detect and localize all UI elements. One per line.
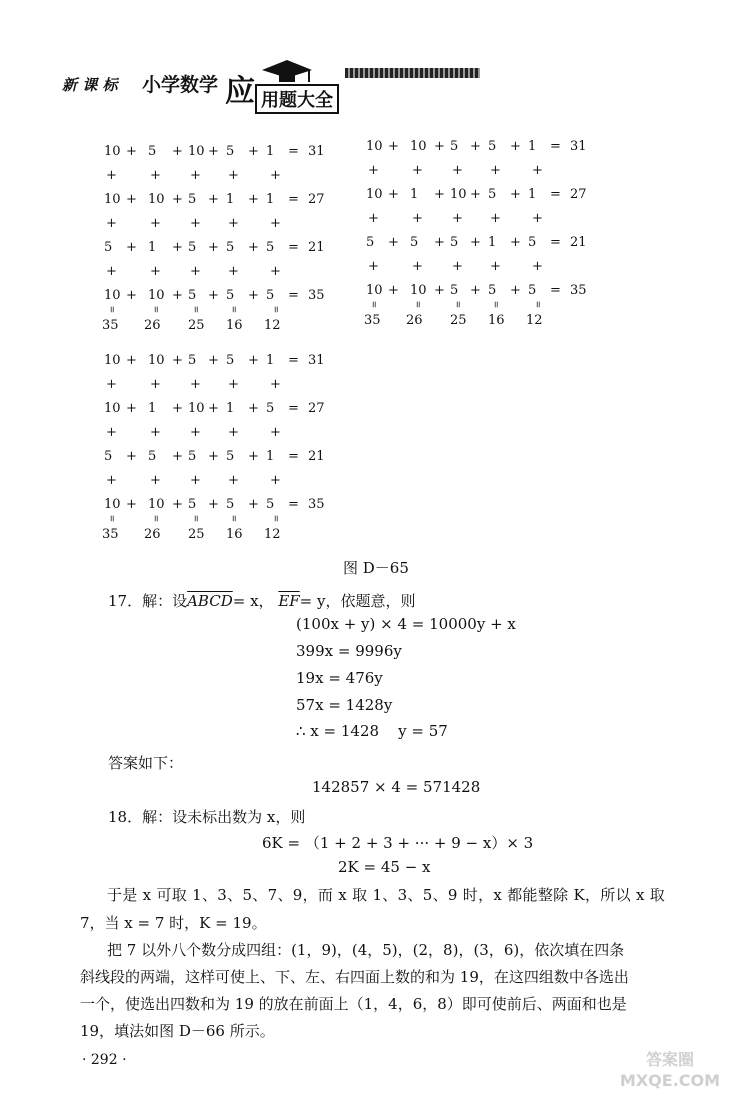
grid-plus: + (412, 259, 423, 274)
grid-cell: 1 (488, 235, 497, 250)
grid-cell: 10 (410, 283, 427, 298)
grid-equals: = (368, 300, 379, 309)
grid-plus: + (190, 264, 201, 279)
grid-cell: 5 (188, 240, 197, 255)
grid-cell: + (248, 192, 259, 207)
paragraph-1-line-2: 7，当 x = 7 时，K = 19。 (80, 914, 267, 932)
grid-cell: 5 (366, 235, 375, 250)
grid-equals: = (190, 305, 201, 314)
grid-cell: + (126, 449, 137, 464)
header-book-title: 用题大全 (255, 84, 339, 114)
grid-cell: 5 (188, 449, 197, 464)
header-subject: 小学数学 (142, 74, 219, 96)
grid-cell: + (470, 283, 481, 298)
problem-17-eq2: = y，依题意，则 (299, 592, 416, 610)
grid-cell: = (550, 235, 561, 250)
problem-18-eq-2: 2K = 45 − x (338, 858, 431, 876)
grid-plus: + (452, 163, 463, 178)
grid-cell: 10 (366, 187, 383, 202)
problem-17-intro (108, 590, 415, 611)
grid-plus: + (368, 163, 379, 178)
grid-cell: = (288, 240, 299, 255)
grid-cell: 31 (570, 139, 587, 154)
grid-plus: + (228, 264, 239, 279)
problem-18-intro: 18．解：设未标出数为 x，则 (108, 808, 306, 826)
grid-cell: 27 (570, 187, 587, 202)
header-stripe (345, 68, 480, 78)
grid-plus: + (270, 264, 281, 279)
grid-total: 25 (450, 313, 467, 328)
paragraph-2-line-4: 19，填法如图 D－66 所示。 (80, 1022, 275, 1040)
grid-cell: 10 (148, 288, 165, 303)
grid-equals: = (490, 300, 501, 309)
grid-plus: + (490, 211, 501, 226)
grid-equals: = (150, 305, 161, 314)
grid-cell: 1 (410, 187, 419, 202)
grid-plus: + (150, 377, 161, 392)
grid-cell: 1 (148, 240, 157, 255)
grid-plus: + (270, 168, 281, 183)
grid-cell: 1 (528, 187, 537, 202)
grid-plus: + (368, 259, 379, 274)
grid-cell: 5 (148, 449, 157, 464)
grid-cell: + (248, 144, 259, 159)
grid-cell: = (288, 192, 299, 207)
grid-cell: 5 (226, 240, 235, 255)
grid-plus: + (190, 473, 201, 488)
grid-plus: + (228, 377, 239, 392)
grid-cell: 1 (226, 192, 235, 207)
grid-cell: 10 (104, 401, 121, 416)
grid-cell: 5 (226, 288, 235, 303)
grid-cell: + (208, 353, 219, 368)
grid-plus: + (270, 216, 281, 231)
grid-cell: + (248, 401, 259, 416)
grid-plus: + (368, 211, 379, 226)
grid-cell: + (126, 497, 137, 512)
grid-cell: = (550, 139, 561, 154)
grid-cell: + (172, 353, 183, 368)
problem-17-label: 17．解：设 (108, 592, 188, 610)
figure-caption: 图 D－65 (343, 559, 409, 577)
grid-plus: + (150, 216, 161, 231)
grid-plus: + (150, 425, 161, 440)
grid-plus: + (532, 259, 543, 274)
running-header (62, 62, 482, 122)
grid-plus: + (270, 425, 281, 440)
grid-cell: 10 (188, 144, 205, 159)
grid-cell: + (434, 139, 445, 154)
grid-plus: + (270, 377, 281, 392)
grid-plus: + (452, 211, 463, 226)
grid-cell: 5 (488, 283, 497, 298)
puzzle-grid-2 (366, 140, 606, 340)
grid-cell: + (172, 497, 183, 512)
overline-ef: $\overline{EF}$ (278, 592, 300, 610)
grid-total: 35 (102, 318, 119, 333)
grid-total: 12 (526, 313, 543, 328)
grid-cell: 5 (450, 235, 459, 250)
grid-cell: + (248, 240, 259, 255)
problem-18-eq-1: 6K = （1 + 2 + 3 + ··· + 9 − x）× 3 (262, 834, 534, 852)
grid-plus: + (106, 264, 117, 279)
grid-plus: + (106, 473, 117, 488)
grid-plus: + (190, 425, 201, 440)
grid-cell: 10 (104, 497, 121, 512)
grid-cell: 10 (366, 139, 383, 154)
grid-equals: = (270, 514, 281, 523)
grid-equals: = (412, 300, 423, 309)
grid-plus: + (490, 259, 501, 274)
grid-cell: 5 (104, 240, 113, 255)
grid-plus: + (106, 377, 117, 392)
problem-17-step-5: ∴ x = 1428 y = 57 (296, 722, 448, 740)
page-number: · 292 · (82, 1052, 127, 1068)
grid-cell: + (126, 240, 137, 255)
grid-cell: + (208, 449, 219, 464)
grid-cell: + (208, 240, 219, 255)
grid-cell: 10 (366, 283, 383, 298)
grid-cell: 21 (308, 240, 325, 255)
grid-equals: = (228, 514, 239, 523)
grid-plus: + (228, 473, 239, 488)
grid-cell: = (288, 449, 299, 464)
grid-cell: 31 (308, 144, 325, 159)
grid-equals: = (106, 514, 117, 523)
grid-plus: + (532, 211, 543, 226)
grid-cell: + (208, 497, 219, 512)
grid-plus: + (190, 377, 201, 392)
grid-cell: 1 (528, 139, 537, 154)
grid-cell: 10 (148, 192, 165, 207)
grid-cell: 35 (308, 497, 325, 512)
problem-17-step-3: 19x = 476y (296, 669, 383, 687)
grid-total: 16 (226, 318, 243, 333)
grid-cell: 5 (488, 139, 497, 154)
grid-cell: + (510, 187, 521, 202)
grid-total: 25 (188, 527, 205, 542)
grid-cell: + (434, 187, 445, 202)
grid-cell: + (172, 288, 183, 303)
overline-abcd: ABCD (187, 592, 233, 610)
grid-total: 26 (406, 313, 423, 328)
grid-cell: 10 (188, 401, 205, 416)
grid-cell: 10 (104, 353, 121, 368)
grid-total: 26 (144, 527, 161, 542)
grid-cell: + (208, 401, 219, 416)
puzzle-grid-1 (104, 145, 344, 345)
grid-cell: + (172, 401, 183, 416)
problem-17-step-2: 399x = 9996y (296, 642, 402, 660)
grid-cell: + (172, 449, 183, 464)
grid-cell: 5 (488, 187, 497, 202)
grid-cell: + (510, 283, 521, 298)
grid-total: 35 (364, 313, 381, 328)
grid-equals: = (270, 305, 281, 314)
grid-equals: = (190, 514, 201, 523)
grid-cell: = (288, 497, 299, 512)
grid-cell: 21 (570, 235, 587, 250)
grid-cell: 5 (528, 283, 537, 298)
grid-total: 26 (144, 318, 161, 333)
paragraph-2-line-2: 斜线段的两端，这样可使上、下、左、右四面上数的和为 19，在这四组数中各选出 (80, 968, 629, 986)
grid-cell: + (248, 353, 259, 368)
grid-cell: + (208, 144, 219, 159)
grid-plus: + (412, 211, 423, 226)
grid-cell: 27 (308, 401, 325, 416)
grid-plus: + (228, 216, 239, 231)
grid-cell: + (388, 235, 399, 250)
grid-cell: 5 (226, 497, 235, 512)
grid-cell: 1 (226, 401, 235, 416)
grid-cell: + (126, 192, 137, 207)
grid-cell: 5 (528, 235, 537, 250)
grid-cell: 1 (266, 353, 275, 368)
grid-cell: 1 (266, 449, 275, 464)
grid-equals: = (532, 300, 543, 309)
grid-cell: 35 (308, 288, 325, 303)
grid-cell: + (510, 235, 521, 250)
header-series: 新 课 标 (62, 76, 118, 94)
grid-plus: + (150, 473, 161, 488)
grid-cell: 5 (410, 235, 419, 250)
grid-cell: + (388, 139, 399, 154)
grid-total: 25 (188, 318, 205, 333)
grid-plus: + (190, 216, 201, 231)
problem-17-step-4: 57x = 1428y (296, 696, 393, 714)
grid-cell: 10 (450, 187, 467, 202)
grid-cell: 5 (188, 353, 197, 368)
grid-cell: 10 (148, 353, 165, 368)
grid-cell: 31 (308, 353, 325, 368)
grid-cell: 27 (308, 192, 325, 207)
grid-cell: 1 (266, 192, 275, 207)
grid-equals: = (150, 514, 161, 523)
header-big-char: 应 (225, 74, 255, 109)
grid-plus: + (106, 168, 117, 183)
grid-cell: = (288, 401, 299, 416)
grid-total: 12 (264, 318, 281, 333)
problem-17-step-1: (100x + y) × 4 = 10000y + x (296, 615, 516, 633)
grid-cell: = (288, 288, 299, 303)
grid-cell: = (550, 283, 561, 298)
grid-cell: + (172, 144, 183, 159)
grid-cell: 5 (226, 144, 235, 159)
grid-plus: + (190, 168, 201, 183)
grid-cell: 1 (266, 144, 275, 159)
grid-cell: + (470, 139, 481, 154)
grid-cell: + (434, 235, 445, 250)
paragraph-2-line-3: 一个，使选出四数和为 19 的放在前面上（1，4，6，8）即可使前后、两面和也是 (80, 995, 627, 1013)
grid-cell: 5 (148, 144, 157, 159)
grid-cell: + (172, 240, 183, 255)
grid-cell: + (248, 288, 259, 303)
grid-cell: 5 (188, 288, 197, 303)
grid-cell: 10 (104, 288, 121, 303)
grid-equals: = (452, 300, 463, 309)
grid-plus: + (490, 163, 501, 178)
watermark: 答案圈 MXQE.COM (619, 1050, 721, 1090)
grid-plus: + (412, 163, 423, 178)
grid-cell: 10 (148, 497, 165, 512)
grid-cell: 10 (410, 139, 427, 154)
grid-plus: + (150, 264, 161, 279)
grid-cell: + (388, 283, 399, 298)
paragraph-1-line-1: 于是 x 可取 1、3、5、7、9，而 x 取 1、3、5、9 时，x 都能整除 K，所以 x 取 (107, 886, 666, 904)
grid-cell: + (126, 144, 137, 159)
grid-cell: + (126, 353, 137, 368)
grid-total: 35 (102, 527, 119, 542)
grid-plus: + (228, 425, 239, 440)
grid-plus: + (106, 216, 117, 231)
grid-cell: 21 (308, 449, 325, 464)
grid-total: 12 (264, 527, 281, 542)
grid-cell: + (208, 192, 219, 207)
answer-label: 答案如下： (108, 754, 184, 772)
grid-cell: 5 (266, 240, 275, 255)
grid-cell: 5 (226, 449, 235, 464)
grid-cell: 5 (188, 192, 197, 207)
grid-cell: = (288, 144, 299, 159)
grid-cell: 10 (104, 144, 121, 159)
grid-cell: = (550, 187, 561, 202)
grid-total: 16 (226, 527, 243, 542)
grid-cell: + (172, 192, 183, 207)
grid-cell: = (288, 353, 299, 368)
answer-equation: 142857 × 4 = 571428 (312, 778, 481, 796)
grid-equals: = (228, 305, 239, 314)
grid-plus: + (452, 259, 463, 274)
grid-plus: + (270, 473, 281, 488)
grid-cell: 5 (104, 449, 113, 464)
grid-cell: 5 (450, 283, 459, 298)
grid-total: 16 (488, 313, 505, 328)
grid-cell: 5 (266, 288, 275, 303)
grid-cell: 5 (226, 353, 235, 368)
grid-cell: 10 (104, 192, 121, 207)
grid-cell: + (470, 187, 481, 202)
grid-cell: 5 (266, 401, 275, 416)
grid-cell: + (470, 235, 481, 250)
grid-plus: + (106, 425, 117, 440)
grid-cell: 5 (188, 497, 197, 512)
grid-cell: + (434, 283, 445, 298)
grid-cell: 5 (266, 497, 275, 512)
grid-plus: + (228, 168, 239, 183)
paragraph-2-line-1: 把 7 以外八个数分成四组：(1，9)，(4，5)，(2，8)，(3，6)，依次填在四条 (107, 941, 625, 959)
grid-cell: 35 (570, 283, 587, 298)
grid-plus: + (532, 163, 543, 178)
grid-plus: + (150, 168, 161, 183)
grid-cell: + (208, 288, 219, 303)
grid-cell: + (510, 139, 521, 154)
grid-equals: = (106, 305, 117, 314)
grid-cell: + (248, 449, 259, 464)
puzzle-grid-3 (104, 354, 344, 554)
grid-cell: + (126, 401, 137, 416)
grid-cell: + (248, 497, 259, 512)
grid-cell: + (388, 187, 399, 202)
problem-17-eq1: = x， (232, 592, 274, 610)
grid-cell: 5 (450, 139, 459, 154)
grid-cell: + (126, 288, 137, 303)
grid-cell: 1 (148, 401, 157, 416)
